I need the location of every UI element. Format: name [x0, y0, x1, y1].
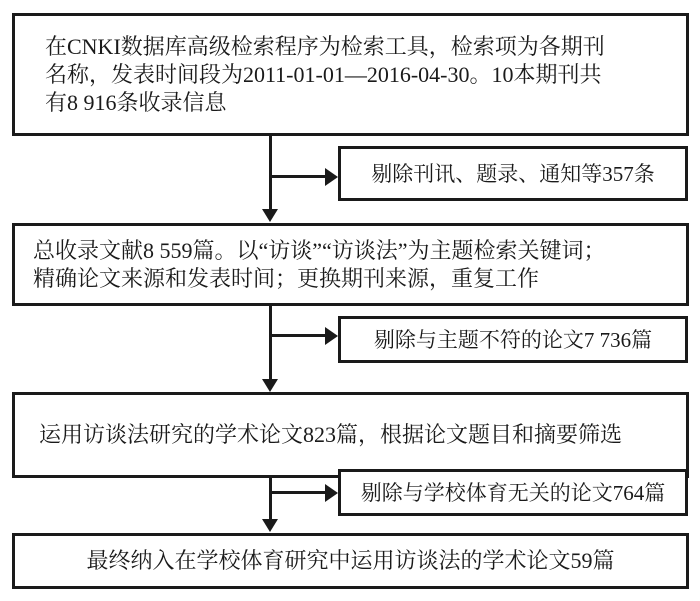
exclusion-box-3-label: 剔除与学校体育无关的论文764篇 [360, 480, 666, 505]
process-box-interview-line-1: 运用访谈法研究的学术论文823篇，根据论文题目和摘要筛选 [39, 422, 623, 447]
arrowhead-right-icon-1 [325, 168, 338, 186]
process-box-search [12, 13, 689, 136]
connector-line-2 [269, 306, 272, 379]
arrowhead-right-icon-3 [325, 484, 338, 502]
process-box-search-line-1: 在CNKI数据库高级检索程序为检索工具，检索项为各期刊 [45, 33, 605, 59]
process-box-search-line-3: 有8 916条收录信息 [45, 89, 227, 115]
connector-line-1 [269, 136, 272, 210]
exclusion-box-news-notices [338, 146, 688, 201]
exclusion-box-off-topic [338, 316, 688, 363]
process-box-total-line-2: 精确论文来源和发表时间；更换期刊来源，重复工作 [33, 265, 540, 291]
process-box-total-line-1: 总收录文献8 559篇。以“访谈”“访谈法”为主题检索关键词； [33, 237, 606, 263]
branch-line-2 [270, 334, 326, 337]
arrowhead-right-icon-2 [325, 327, 338, 345]
process-box-search-line-2: 名称，发表时间段为2011-01-01—2016-04-30。10本期刊共 [45, 61, 602, 87]
arrowhead-down-icon-1 [262, 209, 278, 222]
connector-line-3 [269, 478, 272, 519]
exclusion-box-2-label: 剔除与主题不符的论文7 736篇 [373, 327, 653, 352]
process-box-total-records [12, 223, 689, 306]
process-box-final-line-1: 最终纳入在学校体育研究中运用访谈法的学术论文59篇 [86, 548, 615, 573]
arrowhead-down-icon-2 [262, 379, 278, 392]
branch-line-3 [270, 491, 326, 494]
process-box-interview-papers [12, 392, 689, 478]
branch-line-1 [270, 175, 326, 178]
process-box-final-included [12, 533, 689, 589]
exclusion-box-1-label: 剔除刊讯、题录、通知等357条 [371, 161, 655, 186]
arrowhead-down-icon-3 [262, 519, 278, 532]
exclusion-box-non-school-sport [338, 469, 688, 516]
